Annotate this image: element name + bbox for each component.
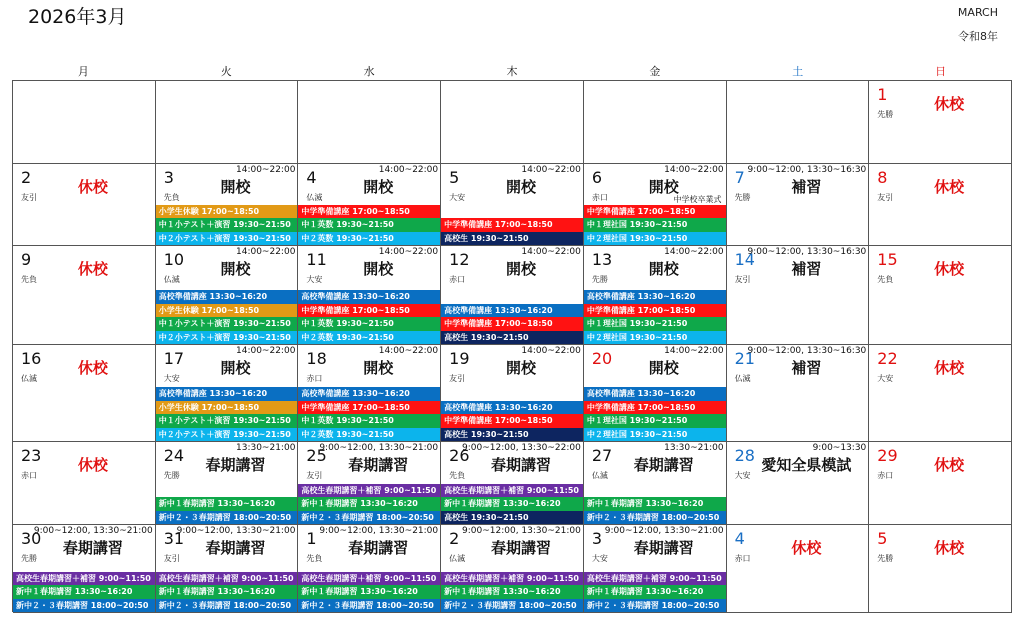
day-cell[interactable] — [441, 525, 584, 613]
day-status: 補習 — [791, 260, 822, 278]
opening-hours: 14:00~22:00 — [236, 247, 296, 257]
rokuyo-label: 赤口 — [21, 471, 37, 480]
day-number: 2 — [21, 168, 32, 187]
day-number: 20 — [591, 349, 613, 368]
event-bar[interactable]: 高校生春期講習＋補習 9:00~11:50 — [584, 572, 726, 586]
event-bar[interactable]: 高校準備講座 13:30~16:20 — [584, 387, 726, 401]
event-bar[interactable]: 小学生休験 17:00~18:50 — [156, 401, 298, 415]
event-list — [584, 497, 726, 524]
opening-hours: 9:00~12:00, 13:30~16:30 — [747, 346, 867, 356]
day-cell[interactable] — [156, 525, 299, 613]
rokuyo-label: 大安 — [734, 471, 751, 480]
event-bar[interactable]: 高校生春期講習＋補習 9:00~11:50 — [298, 572, 440, 586]
day-cell[interactable] — [727, 81, 870, 164]
event-bar[interactable]: 小学生休験 17:00~18:50 — [156, 205, 298, 219]
day-cell[interactable] — [727, 442, 870, 525]
opening-hours: 14:00~22:00 — [521, 247, 581, 257]
rokuyo-label: 赤口 — [591, 193, 608, 202]
day-number: 10 — [163, 250, 185, 269]
rokuyo-label: 仏滅 — [306, 193, 323, 202]
opening-hours: 13:30~21:00 — [664, 443, 724, 453]
day-number: 13 — [591, 250, 613, 269]
event-bar[interactable]: 新中１春期講習 13:30~16:20 — [156, 497, 298, 511]
event-bar[interactable]: 中２小テスト＋演習 19:30~21:50 — [156, 331, 298, 345]
day-note: 中学校卒業式 — [673, 195, 722, 204]
event-bar[interactable]: 新中１春期講習 13:30~16:20 — [13, 585, 155, 599]
event-bar[interactable]: 新中１春期講習 13:30~16:20 — [441, 497, 583, 511]
day-status: 春期講習 — [633, 456, 694, 474]
rokuyo-label: 先負 — [21, 275, 37, 284]
event-bar[interactable]: 高校準備講座 13:30~16:20 — [441, 401, 583, 415]
opening-hours: 14:00~22:00 — [664, 165, 724, 175]
event-bar[interactable]: 高校準備講座 13:30~16:20 — [298, 290, 440, 304]
event-list — [298, 290, 440, 344]
rokuyo-label: 友引 — [877, 193, 894, 202]
event-bar[interactable]: 新中１春期講習 13:30~16:20 — [584, 585, 726, 599]
opening-hours: 13:30~21:00 — [236, 443, 296, 453]
day-number: 4 — [306, 168, 317, 187]
event-bar[interactable]: 高校生春期講習＋補習 9:00~11:50 — [13, 572, 155, 586]
rokuyo-label: 大安 — [306, 275, 323, 284]
day-cell[interactable] — [156, 164, 299, 246]
day-number: 19 — [449, 349, 470, 368]
weekday-header: 月 — [77, 65, 89, 78]
day-cell[interactable] — [13, 345, 156, 442]
rokuyo-label: 赤口 — [877, 471, 894, 480]
event-bar[interactable]: 中学準備講座 17:00~18:50 — [441, 317, 583, 331]
day-number: 30 — [21, 529, 42, 548]
day-number: 5 — [877, 529, 888, 548]
day-cell[interactable] — [13, 81, 156, 164]
event-bar[interactable]: 新中１春期講習 13:30~16:20 — [441, 585, 583, 599]
rokuyo-label: 友引 — [163, 554, 180, 563]
event-bar[interactable]: 新中１春期講習 13:30~16:20 — [584, 497, 726, 511]
event-bar[interactable]: 中学準備講座 17:00~18:50 — [298, 304, 440, 318]
event-bar[interactable]: 中１小テスト＋演習 19:30~21:50 — [156, 317, 298, 331]
event-list — [156, 572, 298, 613]
day-cell[interactable] — [156, 442, 299, 525]
weekday-header: 土 — [792, 65, 804, 78]
day-number: 7 — [734, 168, 745, 187]
day-cell[interactable] — [298, 81, 441, 164]
rokuyo-label: 仏滅 — [449, 554, 466, 563]
calendar-title: 2026年3月 — [28, 6, 127, 28]
rokuyo-label: 赤口 — [449, 275, 466, 284]
event-bar[interactable]: 小学生休験 17:00~18:50 — [156, 304, 298, 318]
day-cell[interactable] — [869, 345, 1012, 442]
day-number: 28 — [734, 446, 755, 465]
opening-hours: 14:00~22:00 — [521, 165, 581, 175]
event-bar[interactable]: 中学準備講座 17:00~18:50 — [441, 218, 583, 232]
day-status: 補習 — [791, 178, 822, 196]
event-bar[interactable]: 中学準備講座 17:00~18:50 — [298, 205, 440, 219]
event-bar[interactable]: 新中２・３春期講習 18:00~20:50 — [298, 511, 440, 525]
day-cell[interactable] — [584, 345, 727, 442]
day-cell[interactable] — [727, 525, 870, 613]
event-list — [298, 387, 440, 441]
day-status: 春期講習 — [205, 456, 266, 474]
event-bar[interactable]: 中２英数 19:30~21:50 — [298, 331, 440, 345]
day-number: 27 — [591, 446, 613, 465]
event-bar[interactable]: 高校準備講座 13:30~16:20 — [441, 304, 583, 318]
day-number: 16 — [21, 349, 42, 368]
day-number: 1 — [306, 529, 317, 548]
day-number: 23 — [21, 446, 42, 465]
rokuyo-label: 先負 — [163, 193, 180, 202]
event-bar[interactable]: 中２理社国 19:30~21:50 — [584, 331, 726, 345]
event-list — [298, 205, 440, 246]
rokuyo-label: 友引 — [449, 374, 466, 383]
event-bar[interactable]: 高校生春期講習＋補習 9:00~11:50 — [156, 572, 298, 586]
day-status: 休校 — [934, 95, 965, 113]
event-bar[interactable]: 中２理社国 19:30~21:50 — [584, 428, 726, 442]
event-bar[interactable]: 新中２・３春期講習 18:00~20:50 — [584, 511, 726, 525]
event-list — [441, 401, 583, 442]
rokuyo-label: 先負 — [306, 554, 323, 563]
event-bar[interactable]: 新中２・３春期講習 18:00~20:50 — [13, 599, 155, 613]
rokuyo-label: 先勝 — [877, 110, 894, 119]
event-bar[interactable]: 高校生 19:30~21:50 — [441, 511, 583, 525]
rokuyo-label: 先負 — [877, 275, 894, 284]
month-english-label: MARCH — [957, 6, 998, 19]
opening-hours: 9:00~13:30 — [812, 443, 867, 453]
day-number: 4 — [734, 529, 745, 548]
day-status: 休校 — [934, 178, 965, 196]
day-number: 6 — [591, 168, 603, 187]
rokuyo-label: 大安 — [449, 193, 466, 202]
event-bar[interactable]: 中２小テスト＋演習 19:30~21:50 — [156, 428, 298, 442]
opening-hours: 9:00~12:00, 13:30~21:00 — [319, 443, 439, 453]
event-bar[interactable]: 中２理社国 19:30~21:50 — [584, 232, 726, 246]
event-bar[interactable]: 新中１春期講習 13:30~16:20 — [298, 497, 440, 511]
day-status: 愛知全県模試 — [761, 456, 852, 474]
day-status: 休校 — [934, 260, 965, 278]
opening-hours: 9:00~12:00, 13:30~21:00 — [462, 526, 581, 536]
day-status: 春期講習 — [205, 539, 266, 557]
day-number: 29 — [877, 446, 898, 465]
era-label: 令和8年 — [958, 30, 998, 43]
rokuyo-label: 大安 — [877, 374, 894, 383]
event-bar[interactable]: 高校生春期講習＋補習 9:00~11:50 — [441, 572, 583, 586]
rokuyo-label: 仏滅 — [734, 374, 751, 383]
day-cell[interactable] — [298, 525, 441, 613]
day-status: 春期講習 — [62, 539, 123, 557]
rokuyo-label: 大安 — [591, 554, 608, 563]
day-number: 15 — [877, 250, 898, 269]
day-cell[interactable] — [584, 81, 727, 164]
day-cell[interactable] — [13, 246, 156, 345]
event-list — [441, 484, 583, 525]
event-list — [13, 572, 155, 613]
day-status: 開校 — [220, 178, 251, 196]
event-bar[interactable]: 中１理社国 19:30~21:50 — [584, 414, 726, 428]
day-status: 春期講習 — [490, 539, 551, 557]
day-number: 3 — [591, 529, 603, 548]
event-bar[interactable]: 中１英数 19:30~21:50 — [298, 218, 440, 232]
event-bar[interactable]: 中１英数 19:30~21:50 — [298, 414, 440, 428]
weekday-header: 火 — [220, 65, 232, 78]
opening-hours: 14:00~22:00 — [236, 165, 296, 175]
day-cell[interactable] — [441, 345, 584, 442]
day-number: 17 — [163, 349, 185, 368]
day-number: 18 — [306, 349, 327, 368]
rokuyo-label: 仏滅 — [21, 374, 37, 383]
weekday-header-row — [12, 63, 1012, 80]
day-cell[interactable] — [156, 81, 299, 164]
event-list — [441, 218, 583, 245]
event-list — [156, 497, 298, 524]
day-status: 補習 — [791, 359, 822, 377]
opening-hours: 9:00~12:00, 13:30~16:30 — [747, 165, 867, 175]
day-number: 14 — [734, 250, 755, 269]
day-cell[interactable] — [584, 246, 727, 345]
day-cell[interactable] — [298, 442, 441, 525]
day-cell[interactable] — [869, 81, 1012, 164]
day-number: 12 — [449, 250, 470, 269]
day-status: 休校 — [77, 456, 108, 474]
event-bar[interactable]: 中学準備講座 17:00~18:50 — [441, 414, 583, 428]
weekday-header: 日 — [935, 65, 947, 78]
day-cell[interactable] — [584, 442, 727, 525]
rokuyo-label: 先負 — [449, 471, 466, 480]
opening-hours: 14:00~22:00 — [664, 346, 724, 356]
day-cell[interactable] — [727, 164, 870, 246]
day-number: 11 — [306, 250, 327, 269]
day-status: 春期講習 — [490, 456, 551, 474]
opening-hours: 9:00~12:00, 13:30~21:00 — [319, 526, 439, 536]
day-status: 休校 — [77, 260, 108, 278]
opening-hours: 9:00~12:00, 13:30~16:30 — [747, 247, 867, 257]
rokuyo-label: 仏滅 — [163, 275, 180, 284]
day-status: 休校 — [934, 359, 965, 377]
event-list — [156, 205, 298, 246]
calendar-grid — [12, 80, 1012, 612]
event-bar[interactable]: 中学準備講座 17:00~18:50 — [298, 401, 440, 415]
event-bar[interactable]: 高校生春期講習＋補習 9:00~11:50 — [298, 484, 440, 498]
day-status: 開校 — [363, 260, 394, 278]
day-number: 1 — [877, 85, 888, 104]
rokuyo-label: 友引 — [306, 471, 323, 480]
weekday-header: 木 — [506, 65, 518, 78]
event-bar[interactable]: 新中２・３春期講習 18:00~20:50 — [298, 599, 440, 613]
weekday-header: 水 — [363, 65, 375, 78]
event-bar[interactable]: 中１小テスト＋演習 19:30~21:50 — [156, 414, 298, 428]
day-number: 9 — [21, 250, 32, 269]
day-cell[interactable] — [441, 246, 584, 345]
day-status: 休校 — [934, 539, 965, 557]
day-status: 休校 — [77, 178, 108, 196]
rokuyo-label: 先勝 — [591, 275, 608, 284]
event-list — [156, 290, 298, 344]
opening-hours: 14:00~22:00 — [236, 346, 296, 356]
day-status: 開校 — [505, 359, 536, 377]
opening-hours: 9:00~12:00, 13:30~21:00 — [176, 526, 296, 536]
event-bar[interactable]: 新中２・３春期講習 18:00~20:50 — [156, 511, 298, 525]
day-status: 休校 — [791, 539, 822, 557]
event-bar[interactable]: 新中２・３春期講習 18:00~20:50 — [156, 599, 298, 613]
day-number: 31 — [163, 529, 185, 548]
event-bar[interactable]: 高校生 19:30~21:50 — [441, 331, 583, 345]
day-cell[interactable] — [869, 246, 1012, 345]
day-number: 22 — [877, 349, 898, 368]
event-bar[interactable]: 高校準備講座 13:30~16:20 — [298, 387, 440, 401]
day-cell[interactable] — [13, 525, 156, 613]
rokuyo-label: 赤口 — [734, 554, 751, 563]
event-bar[interactable]: 新中２・３春期講習 18:00~20:50 — [441, 599, 583, 613]
event-bar[interactable]: 新中１春期講習 13:30~16:20 — [298, 585, 440, 599]
event-list — [441, 572, 583, 613]
day-status: 春期講習 — [348, 539, 409, 557]
day-status: 開校 — [648, 178, 679, 196]
rokuyo-label: 先勝 — [21, 554, 37, 563]
event-bar[interactable]: 中学準備講座 17:00~18:50 — [584, 304, 726, 318]
day-cell[interactable] — [584, 164, 727, 246]
day-cell[interactable] — [298, 164, 441, 246]
event-bar[interactable]: 高校準備講座 13:30~16:20 — [156, 387, 298, 401]
day-status: 開校 — [363, 359, 394, 377]
rokuyo-label: 友引 — [734, 275, 751, 284]
event-list — [584, 290, 726, 344]
day-cell[interactable] — [156, 246, 299, 345]
day-number: 24 — [163, 446, 185, 465]
day-cell[interactable] — [441, 164, 584, 246]
day-status: 開校 — [363, 178, 394, 196]
day-number: 26 — [449, 446, 470, 465]
day-status: 春期講習 — [633, 539, 694, 557]
day-status: 開校 — [220, 260, 251, 278]
rokuyo-label: 先勝 — [877, 554, 894, 563]
event-list — [298, 484, 440, 525]
event-bar[interactable]: 新中２・３春期講習 18:00~20:50 — [584, 599, 726, 613]
day-cell[interactable] — [727, 246, 870, 345]
event-bar[interactable]: 中１英数 19:30~21:50 — [298, 317, 440, 331]
event-bar[interactable]: 中１理社国 19:30~21:50 — [584, 218, 726, 232]
day-cell[interactable] — [13, 442, 156, 525]
opening-hours: 14:00~22:00 — [664, 247, 724, 257]
event-list — [156, 387, 298, 441]
day-cell[interactable] — [298, 345, 441, 442]
day-number: 21 — [734, 349, 755, 368]
day-status: 開校 — [505, 178, 536, 196]
day-cell[interactable] — [298, 246, 441, 345]
event-bar[interactable]: 新中１春期講習 13:30~16:20 — [156, 585, 298, 599]
day-number: 5 — [449, 168, 460, 187]
event-bar[interactable]: 高校生 19:30~21:50 — [441, 428, 583, 442]
event-bar[interactable]: 中１理社国 19:30~21:50 — [584, 317, 726, 331]
rokuyo-label: 仏滅 — [591, 471, 608, 480]
event-list — [441, 304, 583, 345]
rokuyo-label: 先勝 — [734, 193, 751, 202]
rokuyo-label: 大安 — [163, 374, 180, 383]
event-bar[interactable]: 中学準備講座 17:00~18:50 — [584, 401, 726, 415]
day-cell[interactable] — [869, 525, 1012, 613]
day-status: 休校 — [934, 456, 965, 474]
day-cell[interactable] — [727, 345, 870, 442]
day-cell[interactable] — [869, 164, 1012, 246]
day-cell[interactable] — [869, 442, 1012, 525]
day-status: 開校 — [648, 359, 679, 377]
day-status: 開校 — [220, 359, 251, 377]
day-number: 25 — [306, 446, 327, 465]
event-bar[interactable]: 中１小テスト＋演習 19:30~21:50 — [156, 218, 298, 232]
day-cell[interactable] — [441, 442, 584, 525]
day-cell[interactable] — [13, 164, 156, 246]
opening-hours: 9:00~12:00, 13:30~21:00 — [33, 526, 153, 536]
opening-hours: 14:00~22:00 — [378, 346, 439, 356]
weekday-header: 金 — [649, 65, 661, 78]
day-number: 2 — [449, 529, 460, 548]
event-list — [584, 205, 726, 246]
day-number: 8 — [877, 168, 888, 187]
event-bar[interactable]: 中２英数 19:30~21:50 — [298, 232, 440, 246]
event-bar[interactable]: 高校生春期講習＋補習 9:00~11:50 — [441, 484, 583, 498]
day-number: 3 — [163, 168, 174, 187]
event-bar[interactable]: 中２小テスト＋演習 19:30~21:50 — [156, 232, 298, 246]
opening-hours: 14:00~22:00 — [378, 165, 439, 175]
day-cell[interactable] — [156, 345, 299, 442]
day-status: 春期講習 — [348, 456, 409, 474]
event-list — [584, 387, 726, 441]
opening-hours: 14:00~22:00 — [521, 346, 581, 356]
rokuyo-label: 赤口 — [306, 374, 323, 383]
event-bar[interactable]: 高校生 19:30~21:50 — [441, 232, 583, 246]
opening-hours: 9:00~12:00, 13:30~21:00 — [604, 526, 724, 536]
day-cell[interactable] — [584, 525, 727, 613]
day-status: 開校 — [505, 260, 536, 278]
event-bar[interactable]: 中２英数 19:30~21:50 — [298, 428, 440, 442]
event-list — [584, 572, 726, 613]
day-cell[interactable] — [441, 81, 584, 164]
day-status: 開校 — [648, 260, 679, 278]
rokuyo-label: 友引 — [21, 193, 37, 202]
opening-hours: 9:00~12:00, 13:30~22:00 — [462, 443, 581, 453]
rokuyo-label: 先勝 — [163, 471, 180, 480]
opening-hours: 14:00~22:00 — [378, 247, 439, 257]
event-bar[interactable]: 高校準備講座 13:30~16:20 — [156, 290, 298, 304]
day-status: 休校 — [77, 359, 108, 377]
event-bar[interactable]: 高校準備講座 13:30~16:20 — [584, 290, 726, 304]
event-bar[interactable]: 中学準備講座 17:00~18:50 — [584, 205, 726, 219]
event-list — [298, 572, 440, 613]
